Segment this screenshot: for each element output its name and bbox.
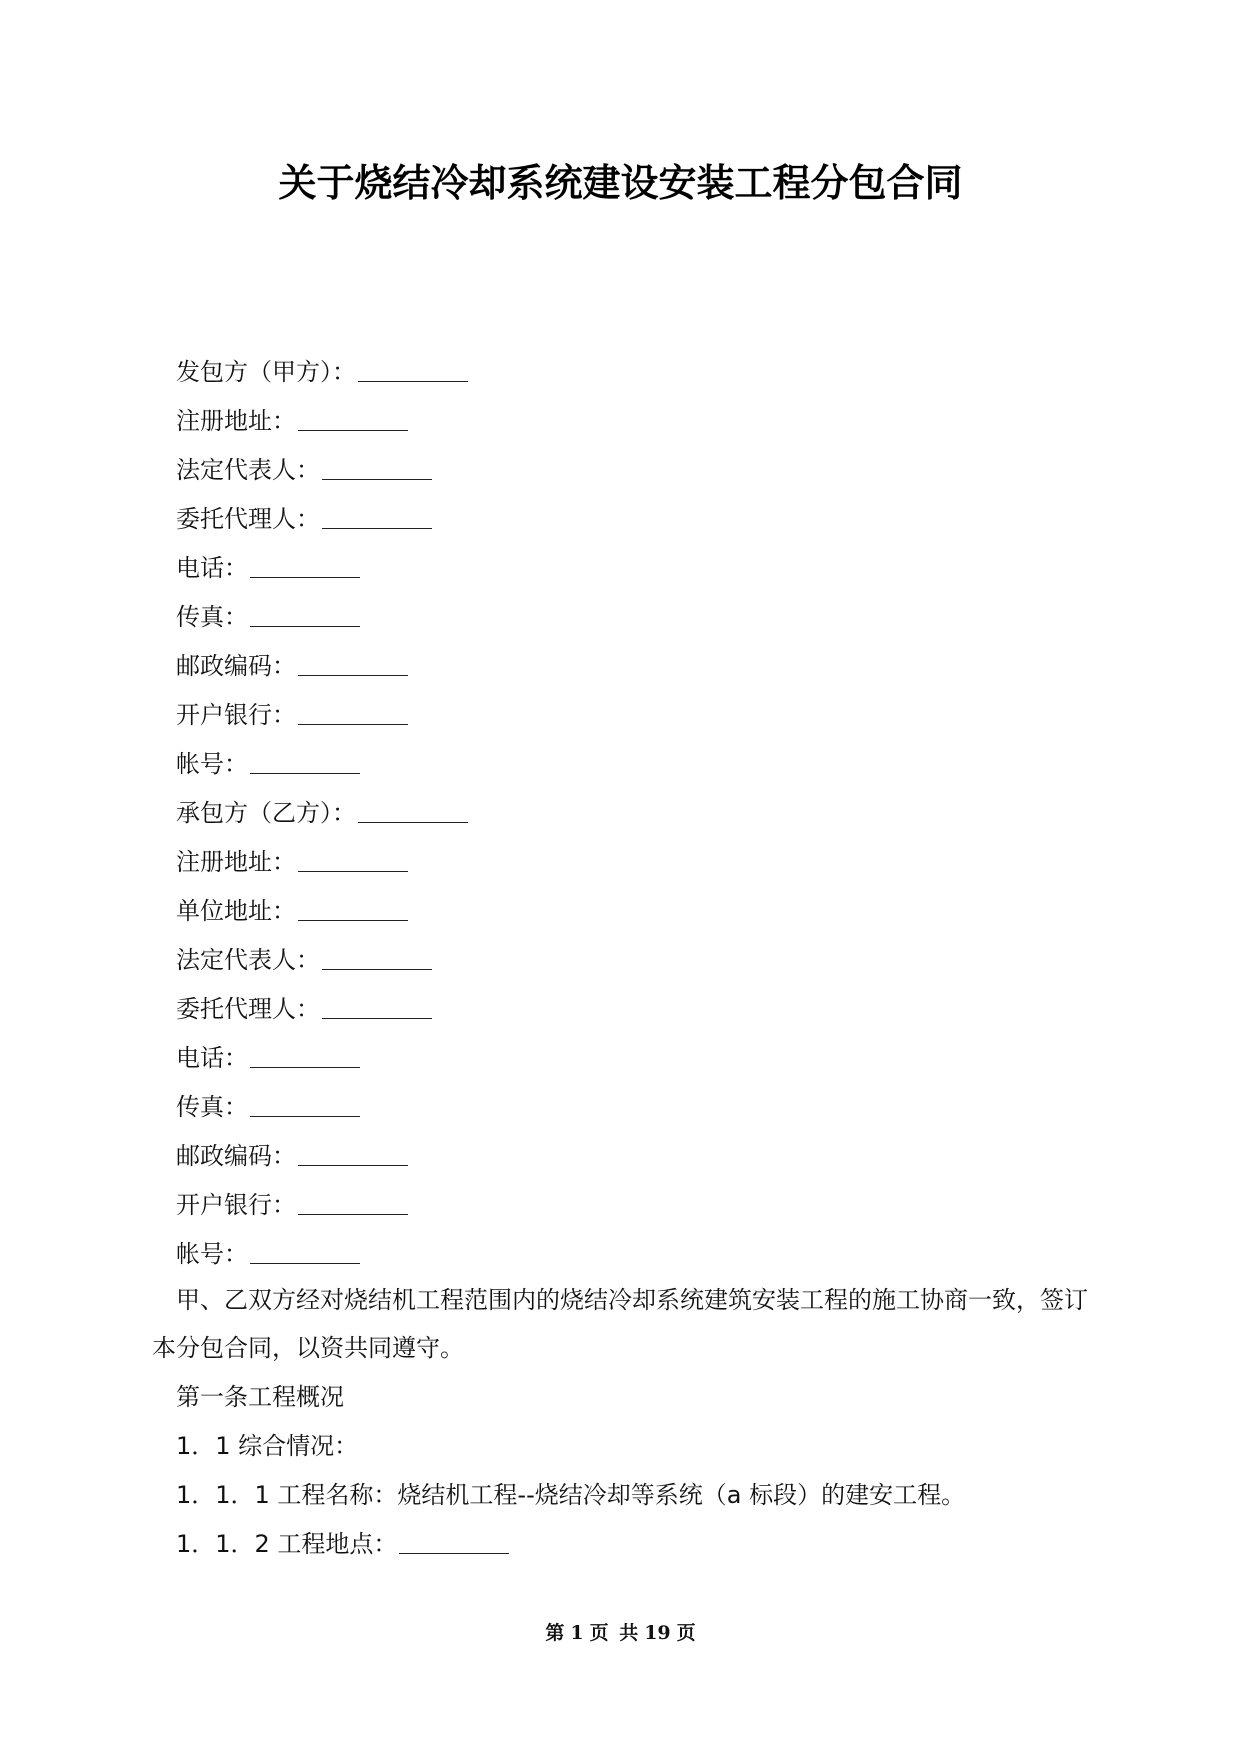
field-label: 法定代表人： bbox=[176, 946, 320, 974]
clause-1-1-2 bbox=[176, 1520, 1116, 1569]
blank-line bbox=[399, 1523, 509, 1554]
field-row bbox=[176, 838, 1126, 887]
field-row bbox=[176, 887, 1126, 936]
blank-line bbox=[322, 939, 432, 970]
field-label: 委托代理人： bbox=[176, 505, 320, 533]
footer-middle: 页 共 bbox=[589, 1622, 639, 1644]
section-heading: 第一条工程概况 bbox=[176, 1383, 344, 1411]
blank-line bbox=[298, 694, 408, 725]
field-label: 电话： bbox=[176, 1044, 248, 1072]
blank-line bbox=[358, 792, 468, 823]
document-title: 关于烧结冷却系统建设安装工程分包合同 bbox=[278, 161, 963, 205]
field-label: 帐号： bbox=[176, 1240, 248, 1268]
field-row bbox=[176, 789, 1126, 838]
field-label: 注册地址： bbox=[176, 407, 296, 435]
field-label: 帐号： bbox=[176, 750, 248, 778]
field-row bbox=[176, 495, 1126, 544]
footer-prefix: 第 bbox=[545, 1622, 565, 1644]
blank-line bbox=[358, 351, 468, 382]
field-row bbox=[176, 446, 1126, 495]
field-row bbox=[176, 936, 1126, 985]
blank-line bbox=[298, 841, 408, 872]
field-label: 传真： bbox=[176, 603, 248, 631]
field-row bbox=[176, 593, 1126, 642]
field-label: 承包方（乙方）： bbox=[176, 799, 356, 827]
field-label: 法定代表人： bbox=[176, 456, 320, 484]
field-row bbox=[176, 1083, 1126, 1132]
blank-line bbox=[250, 596, 360, 627]
page-total: 19 bbox=[644, 1622, 671, 1644]
blank-line bbox=[250, 547, 360, 578]
blank-line bbox=[298, 890, 408, 921]
field-row bbox=[176, 348, 1126, 397]
field-row bbox=[176, 1230, 1126, 1279]
field-label: 开户银行： bbox=[176, 1191, 296, 1219]
field-row bbox=[176, 740, 1126, 789]
blank-line bbox=[250, 1037, 360, 1068]
party-fields bbox=[176, 348, 1126, 1279]
blank-line bbox=[298, 1184, 408, 1215]
field-row bbox=[176, 544, 1126, 593]
blank-line bbox=[322, 988, 432, 1019]
field-row bbox=[176, 397, 1126, 446]
page-footer bbox=[0, 1620, 1241, 1646]
blank-line bbox=[298, 1135, 408, 1166]
field-label: 电话： bbox=[176, 554, 248, 582]
field-row bbox=[176, 985, 1126, 1034]
blank-line bbox=[250, 1233, 360, 1264]
blank-line bbox=[298, 400, 408, 431]
blank-line bbox=[298, 645, 408, 676]
field-label: 邮政编码： bbox=[176, 652, 296, 680]
field-label: 发包方（甲方）： bbox=[176, 358, 356, 386]
footer-suffix: 页 bbox=[676, 1622, 696, 1644]
blank-line bbox=[250, 743, 360, 774]
field-label: 邮政编码： bbox=[176, 1142, 296, 1170]
blank-line bbox=[322, 449, 432, 480]
intro-paragraph: 甲、乙双方经对烧结机工程范围内的烧结冷却系统建筑安装工程的施工协商一致，签订本分包合同，以资共同遵守。 bbox=[152, 1286, 1088, 1362]
field-label: 委托代理人： bbox=[176, 995, 320, 1023]
field-row bbox=[176, 642, 1126, 691]
section-body bbox=[176, 1373, 1116, 1569]
page-number: 1 bbox=[570, 1622, 584, 1644]
field-label: 单位地址： bbox=[176, 897, 296, 925]
field-label: 开户银行： bbox=[176, 701, 296, 729]
field-row bbox=[176, 1034, 1126, 1083]
clause-1-1-1: 1．1．1 工程名称：烧结机工程--烧结冷却等系统（a 标段）的建安工程。 bbox=[176, 1481, 966, 1509]
field-row bbox=[176, 1181, 1126, 1230]
field-row bbox=[176, 1132, 1126, 1181]
clause-label: 1．1．2 工程地点： bbox=[176, 1530, 398, 1558]
field-label: 传真： bbox=[176, 1093, 248, 1121]
field-row bbox=[176, 691, 1126, 740]
clause-1-1: 1．1 综合情况： bbox=[176, 1432, 359, 1460]
blank-line bbox=[322, 498, 432, 529]
blank-line bbox=[250, 1086, 360, 1117]
field-label: 注册地址： bbox=[176, 848, 296, 876]
